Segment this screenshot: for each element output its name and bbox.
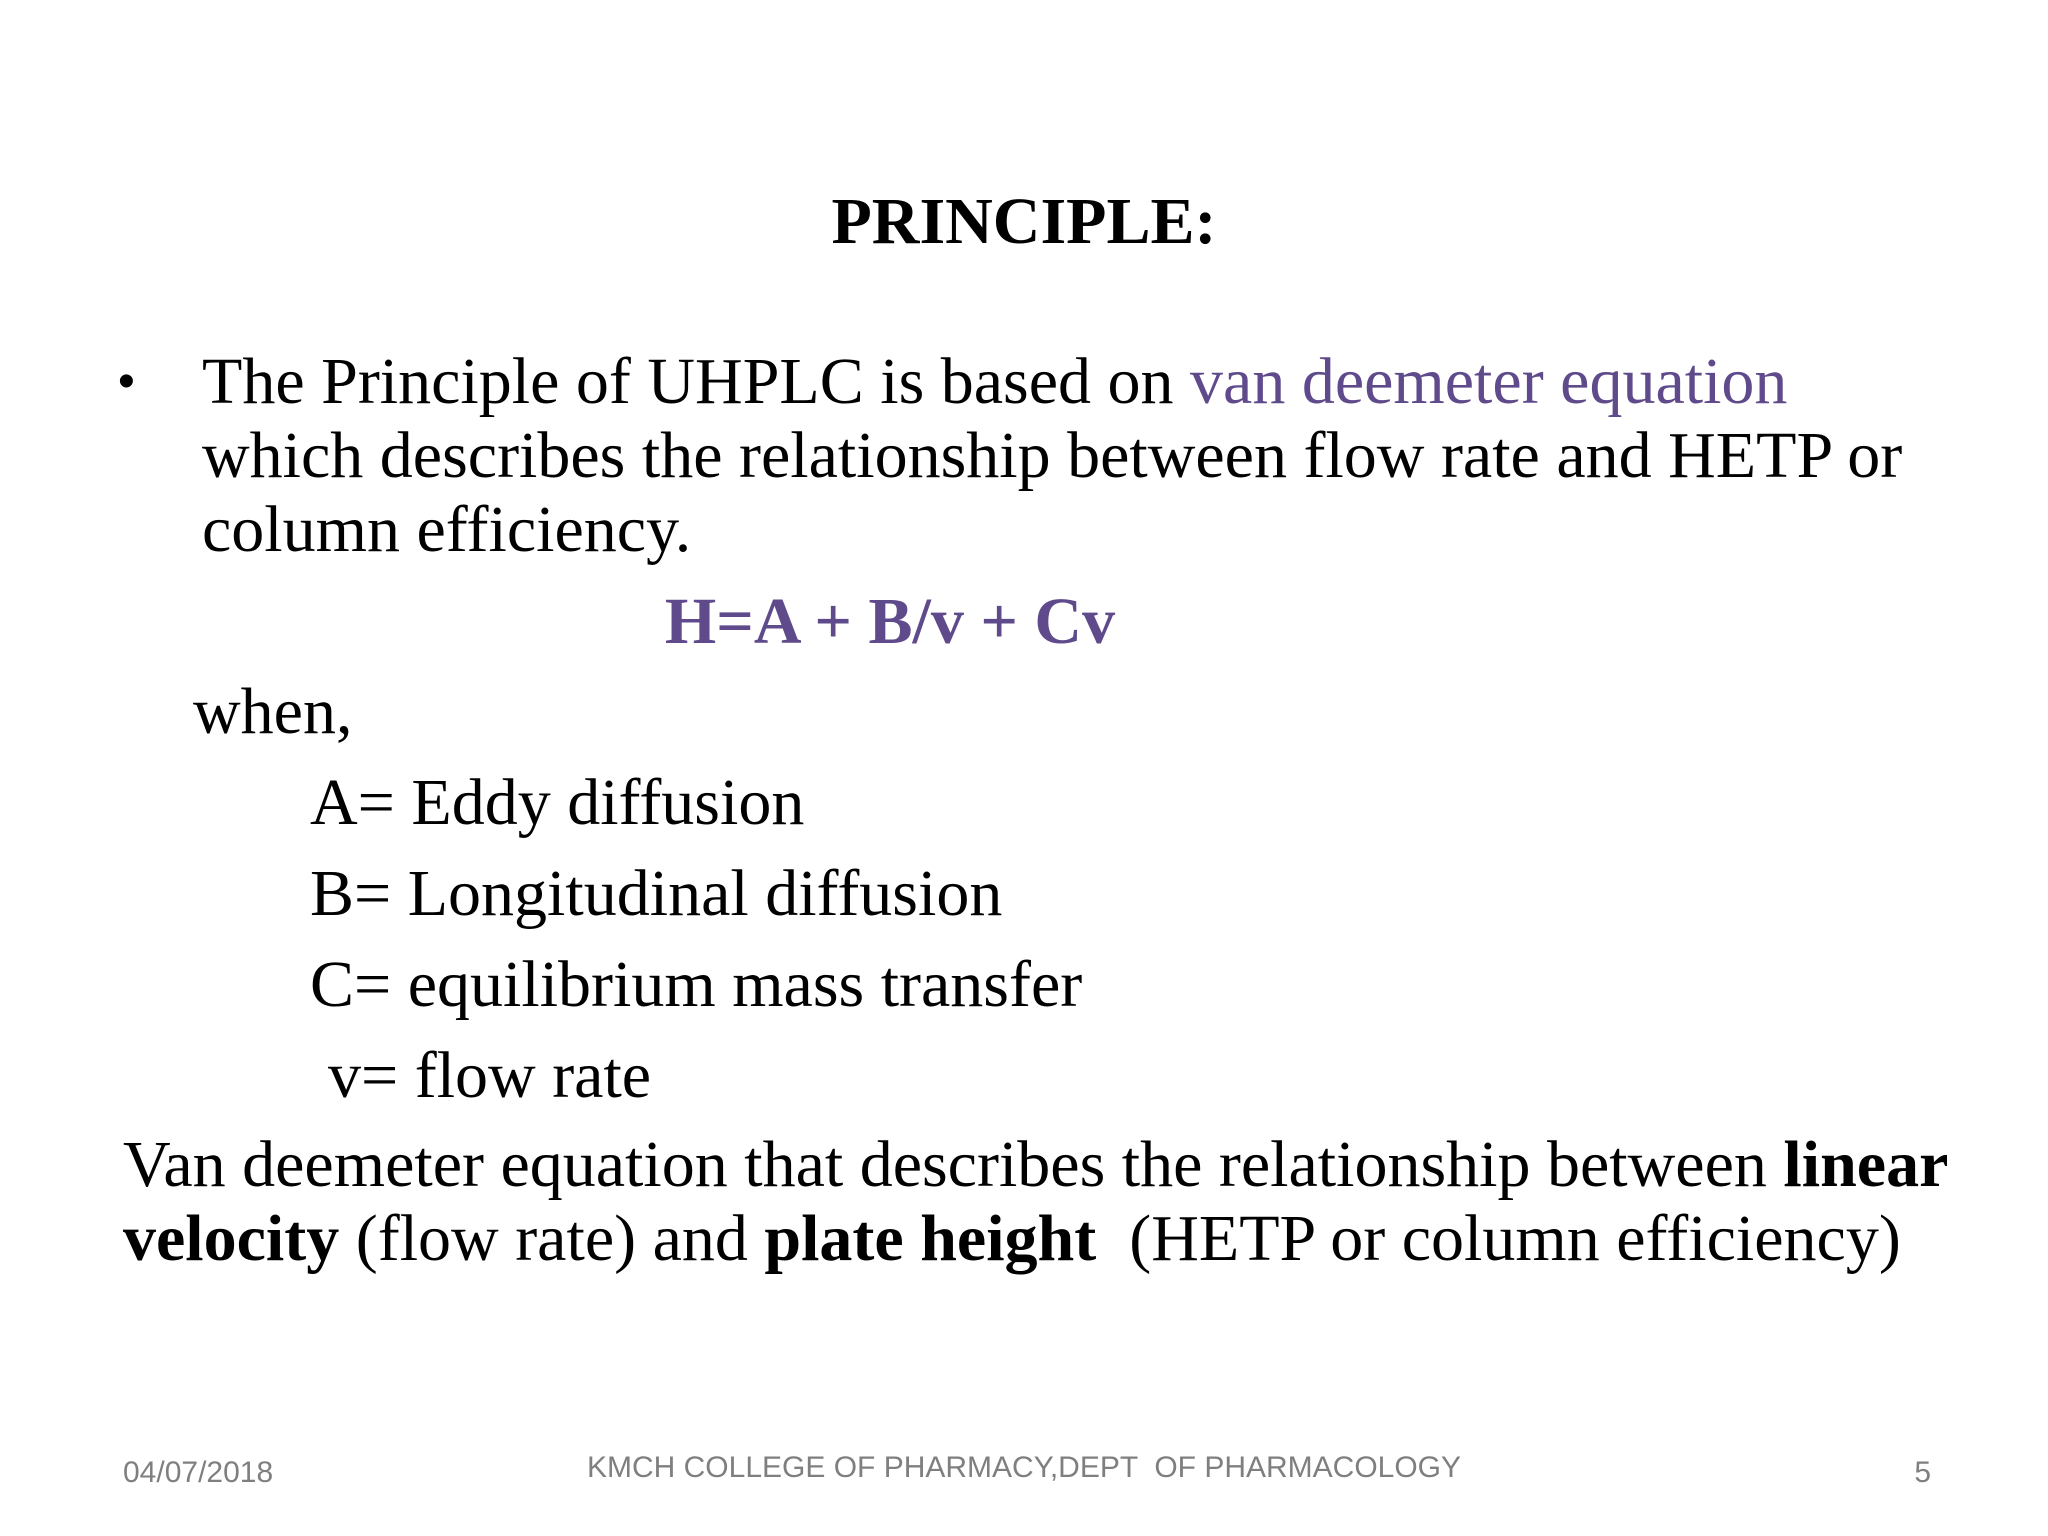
bullet-dot-icon: • [118,355,135,408]
summary-bold-plate-height: plate height [764,1202,1097,1275]
summary-part-1: Van deemeter equation that describes the relationship between [123,1128,1784,1201]
when-label: when, [193,675,353,748]
definition-b: B= Longitudinal diffusion [310,857,1003,930]
summary-paragraph [123,1128,1953,1276]
bullet-text-after: which describes the relationship between flow rate and HETP or column efficiency. [202,419,1903,566]
definition-v: v= flow rate [328,1039,652,1112]
definition-a: A= Eddy diffusion [310,766,805,839]
bullet-accent-text: van deemeter equation [1190,345,1788,418]
summary-part-3: (HETP or column efficiency) [1096,1202,1901,1275]
footer-date: 04/07/2018 [123,1456,274,1489]
equation: H=A + B/v + Cv [664,585,1116,658]
summary-part-2: (flow rate) and [339,1202,765,1275]
bullet-text-before: The Principle of UHPLC is based on [202,345,1191,418]
slide-title: PRINCIPLE: [831,185,1217,258]
bullet-text [202,345,1962,567]
summary-bold-linear-velocity: linear velocity [123,1128,1948,1275]
footer-organization: KMCH COLLEGE OF PHARMACY,DEPT OF PHARMACOLOGY [586,1451,1462,1484]
footer-page-number: 5 [1914,1456,1931,1489]
definition-c: C= equilibrium mass transfer [310,948,1083,1021]
